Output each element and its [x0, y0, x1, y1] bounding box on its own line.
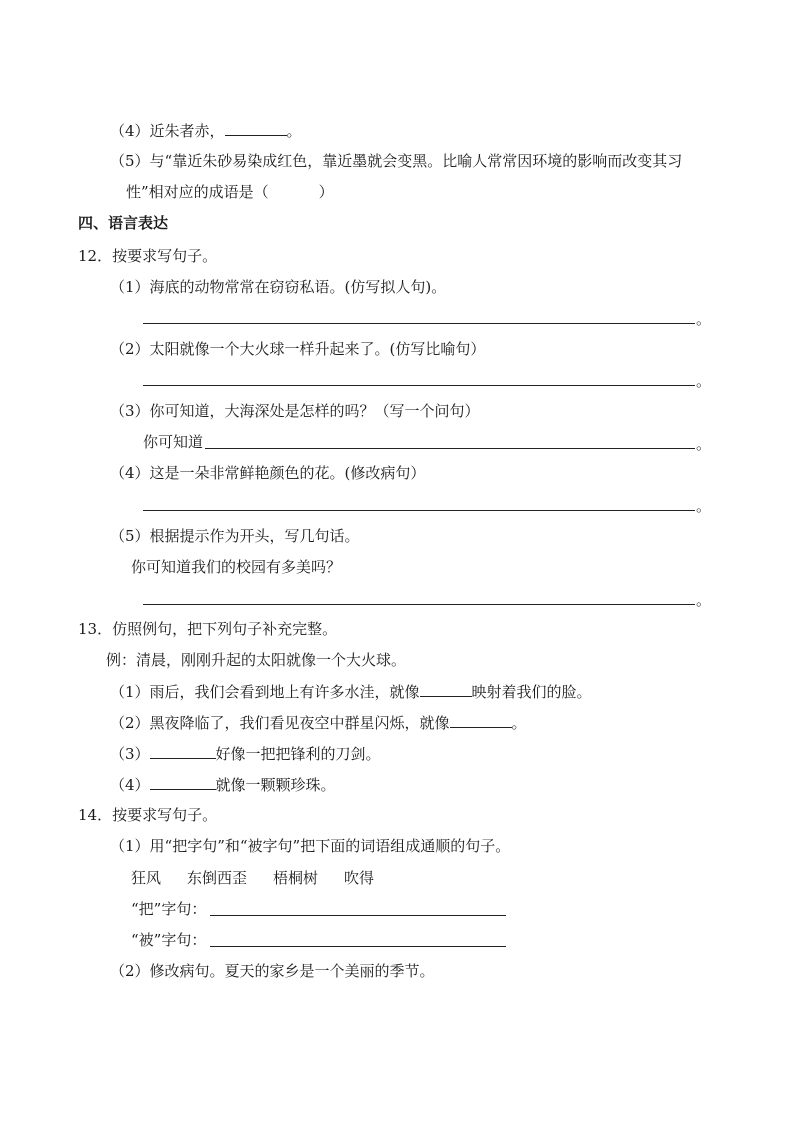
q13-item-1-text-a: （1）雨后，我们会看到地上有许多水洼，就像 — [110, 683, 420, 701]
q12-item-5-prompt: 你可知道我们的校园有多美吗？ — [131, 558, 342, 576]
section-heading: 四、语言表达 — [78, 214, 169, 232]
q14-bei-label: “被”字句： — [131, 931, 207, 949]
q11-item-4-end: 。 — [286, 122, 302, 140]
q11-item-5-line1: （5）与“靠近朱砂易染成红色，靠近墨就会变黑。比喻人常常因环境的影响而改变其习 — [110, 152, 683, 170]
q12-item-3-period: 。 — [696, 435, 712, 453]
q11-item-4 — [110, 120, 302, 140]
q12-item-1-answer-line[interactable] — [143, 323, 695, 324]
q13-item-3-text: 好像一把把锋利的刀剑。 — [215, 745, 381, 763]
q12-item-1-period: 。 — [696, 310, 712, 328]
q13-item-1-text-b: 映射着我们的脸。 — [471, 683, 592, 701]
q14-word: 狂风 — [131, 869, 162, 887]
q13-item-2-blank[interactable] — [450, 712, 512, 728]
q12-item-5: （5）根据提示作为开头，写几句话。 — [110, 527, 360, 545]
q13-item-2-text-b: 。 — [511, 714, 527, 732]
q13-title: 13．仿照例句，把下列句子补充完整。 — [78, 620, 338, 638]
q11-item-5-close: ） — [318, 183, 334, 201]
q14-word: 东倒西歪 — [187, 869, 248, 887]
q13-item-4 — [110, 774, 336, 794]
q14-ba-label: “把”字句： — [131, 900, 207, 918]
q14-item-2: （2）修改病句。夏天的家乡是一个美丽的季节。 — [110, 962, 435, 980]
q14-title: 14．按要求写句子。 — [78, 806, 218, 824]
q13-item-3-number: （3） — [110, 745, 150, 763]
q14-word: 吹得 — [344, 869, 375, 887]
q14-item-1: （1）用“把字句”和“被字句”把下面的词语组成通顺的句子。 — [110, 837, 511, 855]
q12-item-3: （3）你可知道，大海深处是怎样的吗？（写一个问句） — [110, 402, 480, 420]
q12-item-4: （4）这是一朵非常鲜艳颜色的花。(修改病句） — [110, 464, 426, 482]
q13-item-2-text-a: （2）黑夜降临了，我们看见夜空中群星闪烁，就像 — [110, 714, 450, 732]
q14-word: 梧桐树 — [273, 869, 319, 887]
q11-item-4-text: （4）近朱者赤， — [110, 122, 225, 140]
q14-bei-answer-line[interactable] — [210, 946, 506, 947]
q11-item-5-text: 性”相对应的成语是（ — [126, 183, 269, 201]
q13-example: 例：清晨，刚刚升起的太阳就像一个大火球。 — [106, 651, 407, 669]
q13-item-4-text: 就像一颗颗珍珠。 — [215, 776, 336, 794]
q11-item-5-line2 — [126, 182, 334, 202]
q12-item-4-period: 。 — [696, 497, 712, 515]
q13-item-4-number: （4） — [110, 776, 150, 794]
q12-item-2: （2）太阳就像一个大火球一样升起来了。(仿写比喻句） — [110, 340, 486, 358]
q13-item-1-blank[interactable] — [420, 681, 472, 697]
q12-item-4-answer-line[interactable] — [143, 510, 695, 511]
q11-item-4-blank[interactable] — [225, 120, 287, 136]
q14-word-list — [131, 868, 374, 888]
q12-item-1: （1）海底的动物常常在窃窃私语。(仿写拟人句)。 — [110, 278, 447, 296]
q12-item-2-period: 。 — [696, 372, 712, 390]
q13-item-4-blank[interactable] — [150, 774, 216, 790]
q12-item-5-period: 。 — [696, 591, 712, 609]
q12-title: 12．按要求写句子。 — [78, 247, 218, 265]
q13-item-3-blank[interactable] — [150, 743, 216, 759]
q13-item-1 — [110, 681, 592, 701]
q14-ba-answer-line[interactable] — [210, 915, 506, 916]
q13-item-2 — [110, 712, 527, 732]
q12-item-2-answer-line[interactable] — [143, 385, 695, 386]
q13-item-3 — [110, 743, 381, 763]
q12-item-3-prefix: 你可知道 — [143, 433, 204, 451]
q12-item-5-answer-line[interactable] — [143, 604, 695, 605]
q12-item-3-answer-line[interactable] — [205, 448, 695, 449]
